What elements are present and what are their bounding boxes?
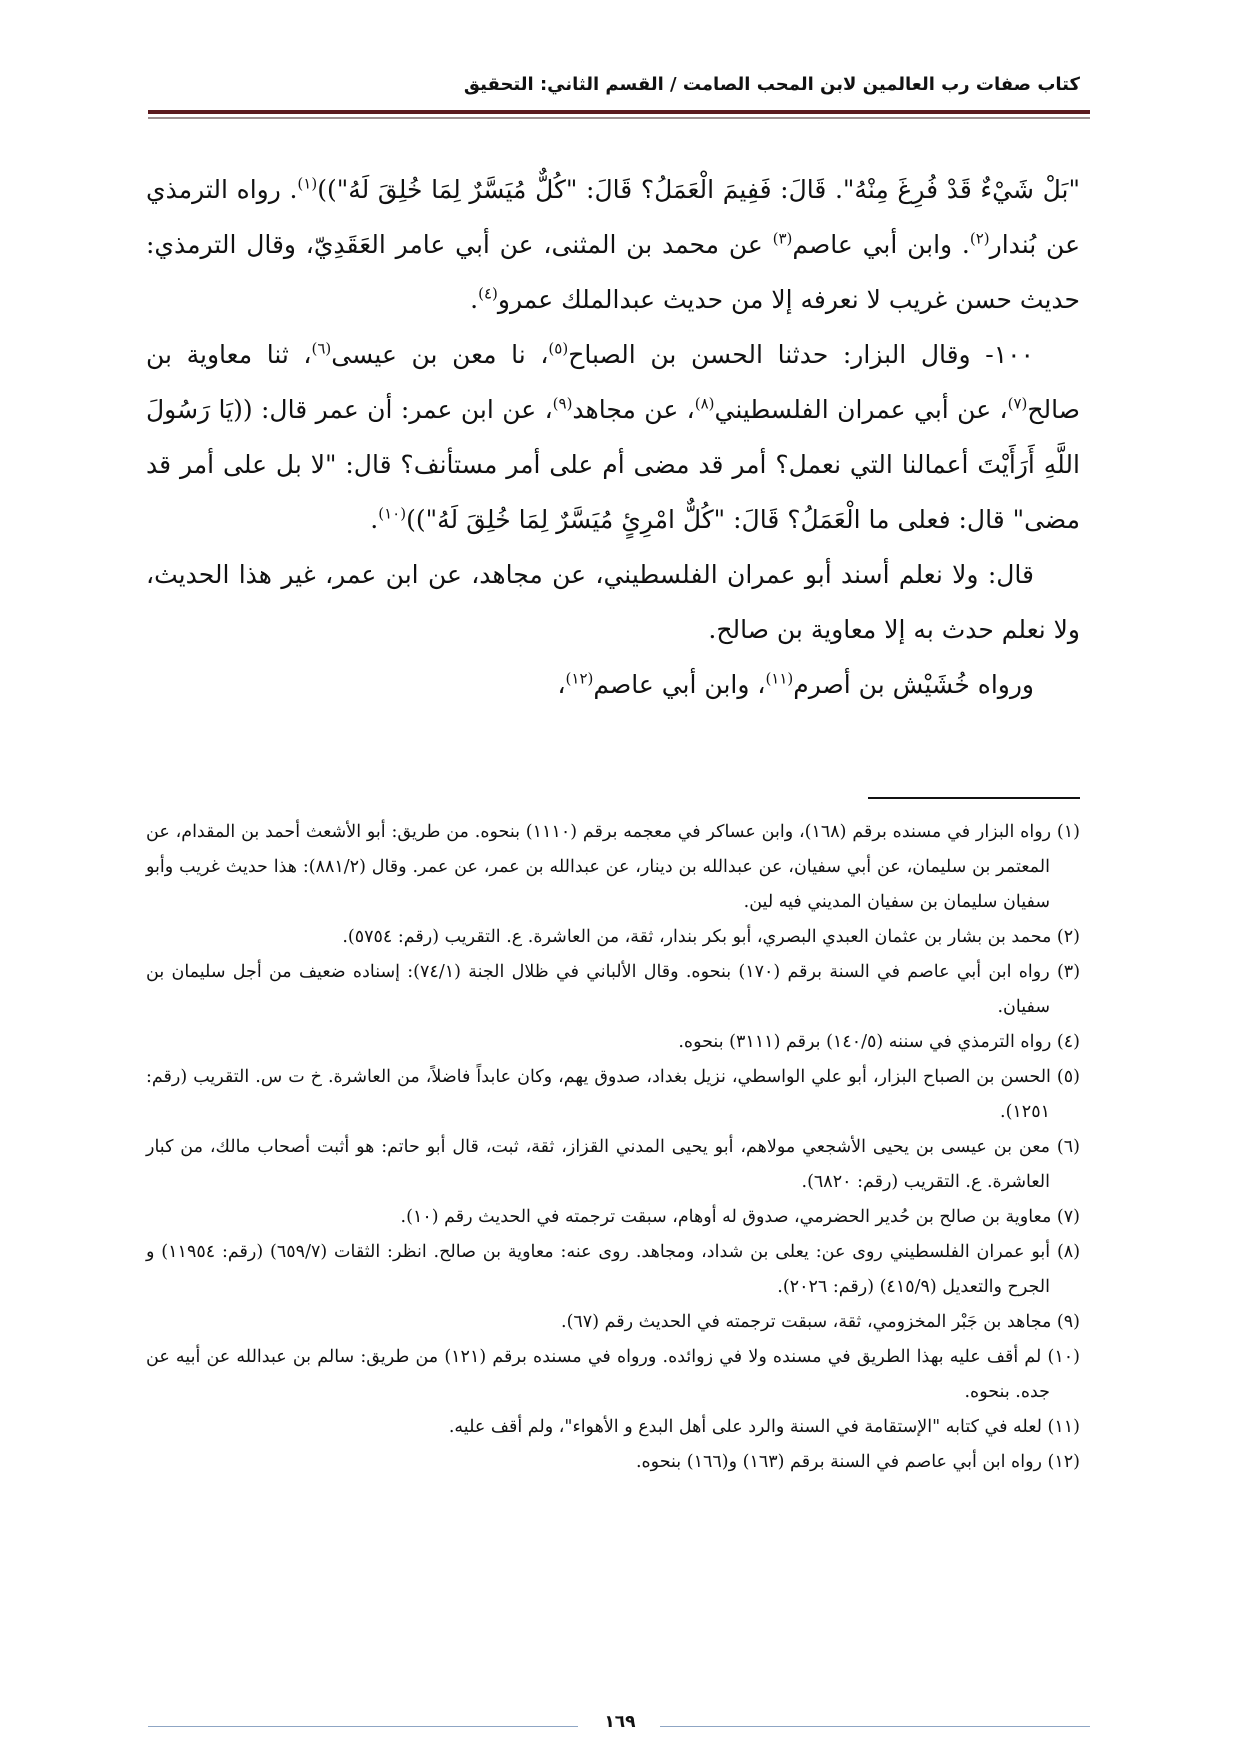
- footnote-marker-10: (١٠): [378, 504, 407, 523]
- footnote-7: (٧) معاوية بن صالح بن حُدير الحضرمي، صدوق له أوهام، سبقت ترجمته في الحديث رقم (١٠).: [400, 1207, 1080, 1227]
- footnote-2: (٢) محمد بن بشار بن عثمان العبدي البصري، أبو بكر بندار، ثقة، من العاشرة. ع. التقريب (رقم: ٥٧٥٤).: [342, 927, 1080, 947]
- footnote-6: (٦) معن بن عيسى بن يحيى الأشجعي مولاهم، أبو يحيى المدني القزاز، ثقة، ثبت، قال أبو حاتم: هو أثبت أصحاب مالك، من كبار العاشرة. ع. التقريب (رقم: ٦٨٢٠).: [146, 1137, 1080, 1192]
- footnote-4: (٤) رواه الترمذي في سننه (١٤٠/٥) برقم (٣١١١) بنحوه.: [678, 1032, 1080, 1052]
- header-rule-thin: [148, 117, 1090, 119]
- footnote-8: (٨) أبو عمران الفلسطيني روى عن: يعلى بن شداد، ومجاهد. روى عنه: معاوية بن صالح. انظر: الثقات (٦٥٩/٧) (رقم: ١١٩٥٤) و الجرح والتعديل (٤١٥/٩) (رقم: ٢٠٢٦).: [146, 1242, 1081, 1297]
- footnote-marker-8: (٨): [694, 394, 715, 413]
- footnote-5: (٥) الحسن بن الصباح البزار، أبو علي الواسطي، نزيل بغداد، صدوق يهم، وكان عابداً فاضلاً، من العاشرة. خ ت س. التقريب (رقم: ١٢٥١).: [146, 1067, 1080, 1122]
- footnote-marker-5: (٥): [548, 339, 569, 358]
- main-text: [146, 162, 1080, 712]
- footnote-10: (١٠) لم أقف عليه بهذا الطريق في مسنده ولا في زوائده. ورواه في مسنده برقم (١٢١) من طريق: سالم بن عبدالله عن أبيه عن جده. بنحوه.: [146, 1347, 1080, 1402]
- footnote-marker-12: (١٢): [565, 669, 594, 688]
- footnote-marker-2: (٢): [969, 229, 990, 248]
- header-rule-thick: [148, 110, 1090, 114]
- footnote-1: (١) رواه البزار في مسنده برقم (١٦٨)، وابن عساكر في معجمه برقم (١١١٠) بنحوه. من طريق: أبو الأشعث أحمد بن المقدام، عن المعتمر بن سليمان، عن أبي سفيان، عن عبدالله بن دينار، عن عبدالله بن عمر، عن عمر. وقال (٨٨١/٢): هذا حديث غريب وأبو سفيان سليمان بن سفيان المديني فيه لين.: [146, 822, 1080, 912]
- footnotes: [146, 815, 1080, 1480]
- paragraph-1: "بَلْ شَيْءٌ قَدْ فُرِغَ مِنْهُ". قَالَ: فَفِيمَ الْعَمَلُ؟ قَالَ: "كُلٌّ مُيَسَّرٌ لِمَا خُلِقَ لَهُ"))$^{(١)}$. رواه الترمذي عن بُندار$^{(٢)}$. وابن أبي عاصم$^{(٣)}$ عن محمد بن المثنى، عن أبي عامر العَقَدِيّ، وقال الترمذي: حديث حسن غريب لا نعرفه إلا من حديث عبدالملك عمرو$^{(٤)}$.: [146, 174, 1081, 314]
- footnote-9: (٩) مجاهد بن جَبْر المخزومي، ثقة، سبقت ترجمته في الحديث رقم (٦٧).: [561, 1312, 1080, 1332]
- footnote-marker-1: (١): [297, 174, 318, 193]
- footnote-marker-3: (٣): [772, 229, 793, 248]
- paragraph-2: ١٠٠- وقال البزار: حدثنا الحسن بن الصباح$^{(٥)}$، نا معن بن عيسى$^{(٦)}$، ثنا معاوية بن صالح$^{(٧)}$، عن أبي عمران الفلسطيني$^{(٨)}$، عن مجاهد$^{(٩)}$، عن ابن عمر: أن عمر قال: ((يَا رَسُولَ اللَّهِ أَرَأَيْتَ أعمالنا التي نعمل؟ أمر قد مضى أم على أمر مستأنف؟ قال: "لا بل على أمر قد مضى" قال: فعلى ما الْعَمَلُ؟ قَالَ: "كُلٌّ امْرِئٍ مُيَسَّرٌ لِمَا خُلِقَ لَهُ"))$^{(١٠)}$.: [146, 339, 1080, 534]
- footnote-marker-7: (٧): [1007, 394, 1028, 413]
- footnote-3: (٣) رواه ابن أبي عاصم في السنة برقم (١٧٠) بنحوه. وقال الألباني في ظلال الجنة (٧٤/١): إسناده ضعيف من أجل سليمان بن سفيان.: [146, 962, 1081, 1017]
- footnote-marker-11: (١١): [765, 669, 794, 688]
- page-number: ١٦٩: [604, 1712, 636, 1732]
- footnote-marker-6: (٦): [311, 339, 332, 358]
- paragraph-3: قال: ولا نعلم أسند أبو عمران الفلسطيني، عن مجاهد، عن ابن عمر، غير هذا الحديث، ولا نعلم حدث به إلا معاوية بن صالح.: [146, 560, 1080, 644]
- footnote-separator: [868, 797, 1080, 799]
- footnote-11: (١١) لعله في كتابه "الإستقامة في السنة والرد على أهل البدع و الأهواء"، ولم أقف عليه.: [448, 1417, 1080, 1437]
- footnote-12: (١٢) رواه ابن أبي عاصم في السنة برقم (١٦٣) و(١٦٦) بنحوه.: [635, 1452, 1080, 1472]
- paragraph-4: ورواه خُشَيْش بن أصرم$^{(١١)}$، وابن أبي عاصم$^{(١٢)}$،: [557, 669, 1034, 699]
- running-title: كتاب صفات رب العالمين لابن المحب الصامت / القسم الثاني: التحقيق: [463, 74, 1080, 95]
- footnote-marker-4: (٤): [478, 284, 498, 303]
- footnote-marker-9: (٩): [552, 394, 573, 413]
